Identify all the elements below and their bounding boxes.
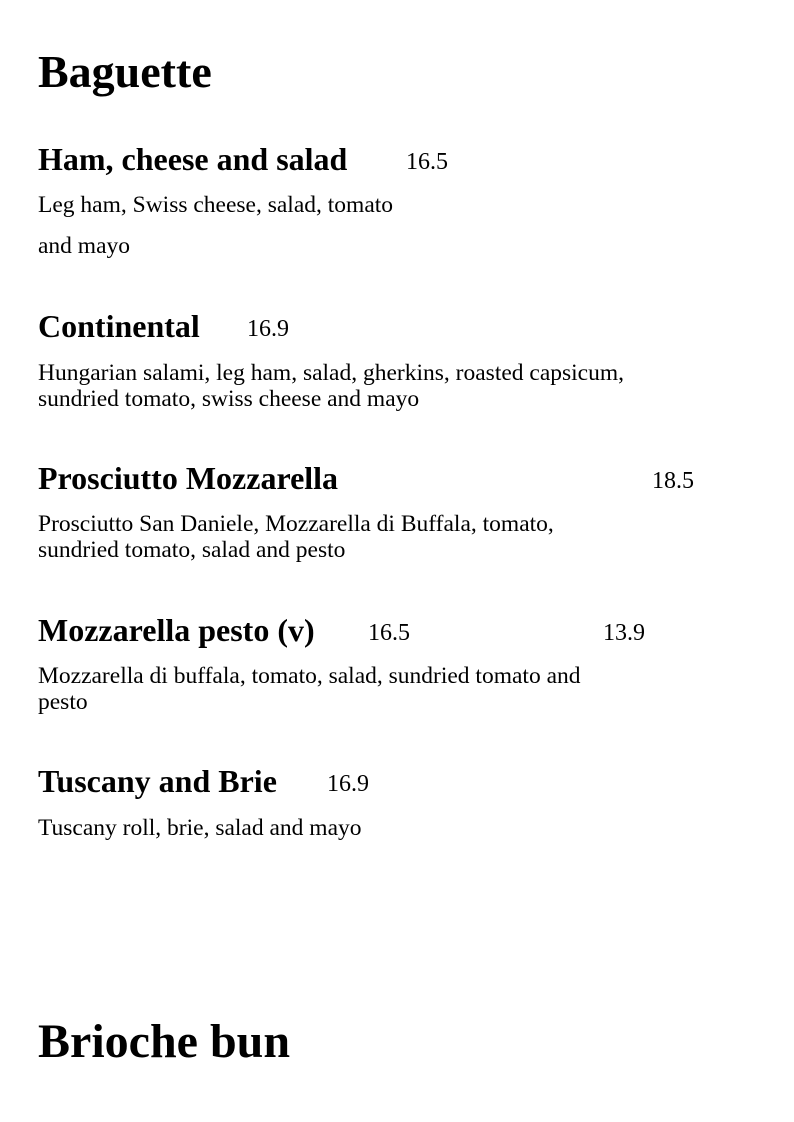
item-desc: Hungarian salami, leg ham, salad, gherkins, roasted capsicum,: [38, 360, 625, 386]
item-price: 16.5: [406, 149, 448, 175]
item-price: 16.5: [368, 620, 410, 646]
item-name: Prosciutto Mozzarella: [38, 460, 339, 496]
item-name: Tuscany and Brie: [38, 763, 277, 799]
item-price: 16.9: [327, 771, 369, 797]
item-desc: Leg ham, Swiss cheese, salad, tomato: [38, 192, 394, 218]
section-title-brioche-bun: Brioche bun: [38, 1015, 291, 1068]
item-name: Ham, cheese and salad: [38, 141, 348, 177]
item-desc: sundried tomato, salad and pesto: [38, 537, 346, 563]
item-desc: pesto: [38, 689, 88, 715]
section-title-baguette: Baguette: [38, 46, 212, 97]
item-desc: sundried tomato, swiss cheese and mayo: [38, 386, 420, 412]
item-desc: and mayo: [38, 233, 131, 259]
item-price: 16.9: [247, 316, 289, 342]
item-desc: Tuscany roll, brie, salad and mayo: [38, 815, 362, 841]
item-name: Mozzarella pesto (v): [38, 612, 315, 648]
item-desc: Prosciutto San Daniele, Mozzarella di Buffala, tomato,: [38, 511, 554, 537]
item-name: Continental: [38, 308, 200, 344]
item-price: 18.5: [652, 468, 694, 494]
item-desc: Mozzarella di buffala, tomato, salad, sundried tomato and: [38, 663, 581, 689]
item-price-alt: 13.9: [603, 620, 645, 646]
